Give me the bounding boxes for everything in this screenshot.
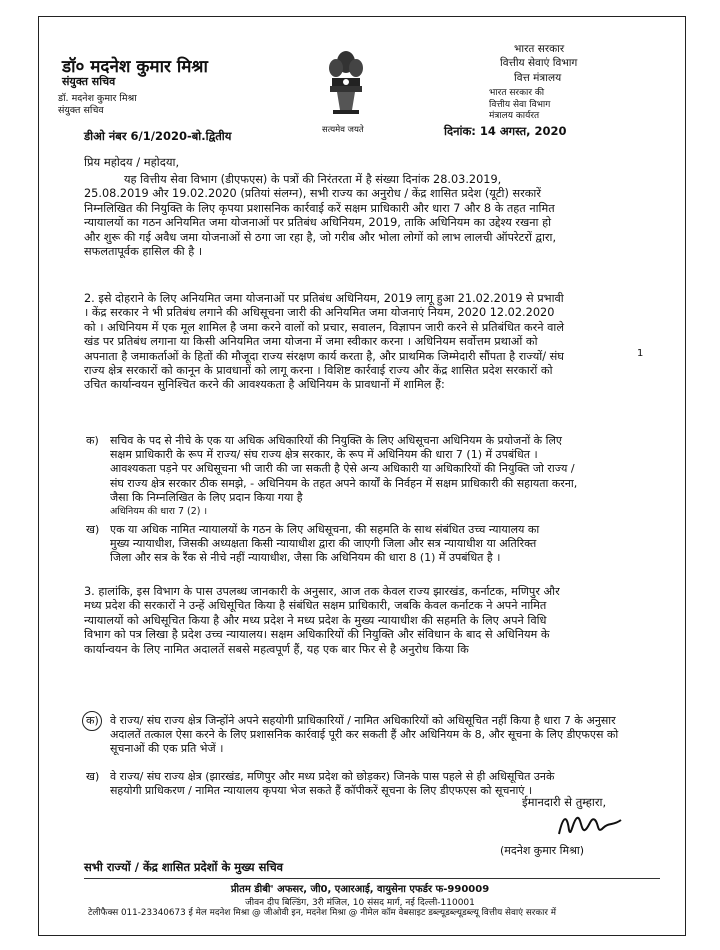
sub-item-kha-label: ख) bbox=[86, 770, 100, 783]
sub-item-b-text: एक या अधिक नामित न्यायालयों के गठन के लिए अधिसूचना, की सहमति के साथ संबंधित उच्च न्यायालय का मुख्य न्यायाधीश, जिसकी अध्यक्षता किसी न्यायाधीश द्वारा की जाएगी जिला और सत्र न्यायाधीश या अतिरिक्त जिला और सत्र के रैंक से नीचे नहीं न्यायाधीश, जैसा कि अधिनियम की धारा 8 (1) में उपबंधित है । bbox=[110, 523, 540, 565]
ministry-line-2: वित्तीय सेवाएं विभाग bbox=[500, 57, 578, 69]
signature-icon bbox=[555, 806, 625, 842]
footer-line-3: टेलीफैक्स 011-23340673 ई मेल मदनेश मिश्रा @ जीओवी इन, मदनेश मिश्रा @ नीमेल कॉम वेबसाइट डब्ल्यूडब्ल्यूडब्ल्यू वित्तीय सेवाएं सरकार में bbox=[88, 908, 557, 918]
sender-name: डॉ० मदनेश कुमार मिश्रा bbox=[62, 57, 208, 77]
sub-item-a-text: सचिव के पद से नीचे के एक या अधिक अधिकारियों की नियुक्ति के लिए अधिसूचना अधिनियम के प्रयोजनों के लिए सक्षम प्राधिकारी के रूप में राज्य/ संघ राज्य क्षेत्र सरकार, के रूप में अधिनियम की धारा 7 (1) में उपबंधित । आवश्यकता पड़ने पर अधिसूचना भी जारी की जा सकती है ऐसे अन्य अधिकारी या अधिकारियों की नियुक्ति जो राज्य / संघ राज्य क्षेत्र सरकार ठीक समझे, - अधिनियम के तहत अपने कार्यों के निर्वहन में सक्षम प्राधिकारी की सहायता करना, जैसा कि निम्नलिखित के लिए प्रदान किया गया है bbox=[110, 434, 578, 504]
national-emblem-icon bbox=[325, 44, 367, 124]
footer-divider bbox=[84, 878, 660, 879]
footer-line-2: जीवन दीप बिल्डिंग, 3री मंजिल, 10 संसद मार्ग, नई दिल्ली-110001 bbox=[245, 898, 475, 908]
ministry-stamp-line-3: मंत्रालय कार्यरत bbox=[489, 111, 540, 121]
ministry-line-1: भारत सरकार bbox=[514, 43, 565, 55]
salutation: प्रिय महोदय / महोदया, bbox=[84, 155, 180, 169]
sub-item-kha-text: वे राज्य/ संघ राज्य क्षेत्र (झारखंड, मणिपुर और मध्य प्रदेश को छोड़कर) जिनके पास पहले से ही अधिसूचित उनके सहयोगी प्राधिकरण / नामित न्यायालय कृपया भेज सकते हैं कॉपीकरें सूचना के लिए डीएफएस को सूचनाएं । bbox=[110, 770, 555, 798]
document-number: डीओ नंबर 6/1/2020-बो.द्वितीय bbox=[84, 129, 232, 143]
emblem-caption: सत्यमेव जयते bbox=[322, 125, 364, 135]
paragraph-3: 3. हालांकि, इस विभाग के पास उपलब्ध जानकारी के अनुसार, आज तक केवल राज्य झारखंड, कर्नाटक, मणिपुर और मध्य प्रदेश की सरकारों ने उन्हें अधिसूचित किया है संबंधित सक्षम प्राधिकारी, जबकि केवल कर्नाटक ने अपने नामित न्यायालयों को अधिसूचित किया है और मध्य प्रदेश ने मध्य प्रदेश के मुख्य न्यायाधीश की सहमति के लिए अपने विधि विभाग को पत्र लिखा है प्रदेश उच्च न्यायालय। सक्षम अधिकारियों की नियुक्ति और संविधान के बाद से अधिनियम के कार्यान्वयन के लिए नामित अदालतें सबसे महत्वपूर्ण हैं, यह एक बार फिर से है अनुरोध किया कि bbox=[84, 585, 560, 656]
sender-stamp-name: डॉ. मदनेश कुमार मिश्रा bbox=[58, 93, 137, 104]
addressee: सभी राज्यों / केंद्र शासित प्रदेशों के मुख्य सचिव bbox=[84, 860, 284, 874]
sub-item-ka bbox=[86, 714, 638, 757]
sender-stamp bbox=[58, 93, 228, 117]
page-number: 1 bbox=[637, 348, 644, 359]
signatory-name: (मदनेश कुमार मिश्रा) bbox=[500, 844, 585, 857]
ministry-line-3: वित्त मंत्रालय bbox=[514, 72, 562, 84]
letter-date: दिनांक: 14 अगस्त, 2020 bbox=[444, 124, 567, 138]
closing-line: ईमानदारी से तुम्हारा, bbox=[522, 795, 607, 809]
sub-item-ka-text: वे राज्य/ संघ राज्य क्षेत्र जिन्होंने अपने सहयोगी प्राधिकारियों / नामित अधिकारियों को अधिसूचित नहीं किया है धारा 7 के अनुसार अदालतें तत्काल ऐसा करने के लिए प्रशासनिक कार्रवाई पूरी कर सकती हैं और अधिनियम के 8, और सूचना के लिए डीएफएस को सूचनाओं की एक प्रति भेजें । bbox=[110, 714, 619, 756]
footer-line-1: प्रीतम डीबी' अफसर, जी0, एआरआई, वायुसेना एफर्डर फ-990009 bbox=[230, 884, 490, 895]
sub-item-ka-label: क) bbox=[86, 714, 99, 727]
paragraph-1: यह वित्तीय सेवा विभाग (डीएफएस) के पत्रों की निरंतरता में है संख्या दिनांक 28.03.2019, 25.08.2019 और 19.02.2020 (प्रतियां संलग्न), सभी राज्य का अनुरोध / केंद्र शासित प्रदेश (यूटी) सरकारें निम्नलिखित की नियुक्ति के लिए कृपया प्रशासनिक कार्रवाई करें सक्षम प्राधिकारी और धारा 7 और 8 के तहत नामित न्यायालयों का गठन अनियमित जमा योजनाओं पर प्रतिबंध अधिनियम, 2019, ताकि अधिनियम का उद्देश्य रखना हो और शुरू की गई अवैध जमा योजनाओं से ठगा जा रहा है, जो गरीब और भोला लोगों को लाभ लालची ऑपरेटरों द्वारा, सफलतापूर्वक हासिल की है । bbox=[84, 173, 557, 259]
sub-item-a-label: क) bbox=[86, 434, 99, 447]
sub-item-b bbox=[86, 523, 550, 566]
sender-designation: संयुक्त सचिव bbox=[62, 75, 116, 88]
ministry-stamp-line-1: भारत सरकार की bbox=[489, 88, 545, 98]
ministry-stamp-line-2: वित्तीय सेवा विभाग bbox=[489, 99, 551, 110]
ministry-stamp bbox=[489, 88, 649, 123]
sub-item-kha bbox=[86, 770, 575, 798]
sub-item-a-note: अधिनियम की धारा 7 (2) । bbox=[110, 506, 208, 518]
sender-stamp-designation: संयुक्त सचिव bbox=[58, 105, 104, 116]
paragraph-2: 2. इसे दोहराने के लिए अनियमित जमा योजनाओं पर प्रतिबंध अधिनियम, 2019 लागू हुआ 21.02.2019 से प्रभावी । केंद्र सरकार ने भी प्रतिबंध लगाने की अधिसूचना जारी की अनियमित जमा योजनाएं नियम, 2020 12.02.2020 को । अधिनियम में एक मूल शामिल है जमा करने वालों को प्रचार, सवालन, विज्ञापन जारी करने से प्रतिबंधित करने वाले खंड पर प्रतिबंध लगाना या किसी अनियमित जमा योजना में जमा स्वीकार करना । अधिनियम सर्वोत्तम प्रथाओं को अपनाता है जमाकर्ताओं के हितों की मौजूदा राज्य संरक्षण कार्य करता है, और प्राथमिक जिम्मेदारी सौंपता है राज्यों/ संघ राज्य क्षेत्र सरकारों को कानून के प्रावधानों को लागू करना । विशिष्ट कार्रवाई राज्य और केंद्र शासित प्रदेश सरकारों को उचित कार्यान्वयन सुनिश्चित करने की आवश्यकता है अधिनियम के प्रावधानों में शामिल हैं: bbox=[84, 292, 564, 392]
sub-item-a bbox=[86, 434, 580, 519]
sub-item-b-label: ख) bbox=[86, 523, 100, 536]
